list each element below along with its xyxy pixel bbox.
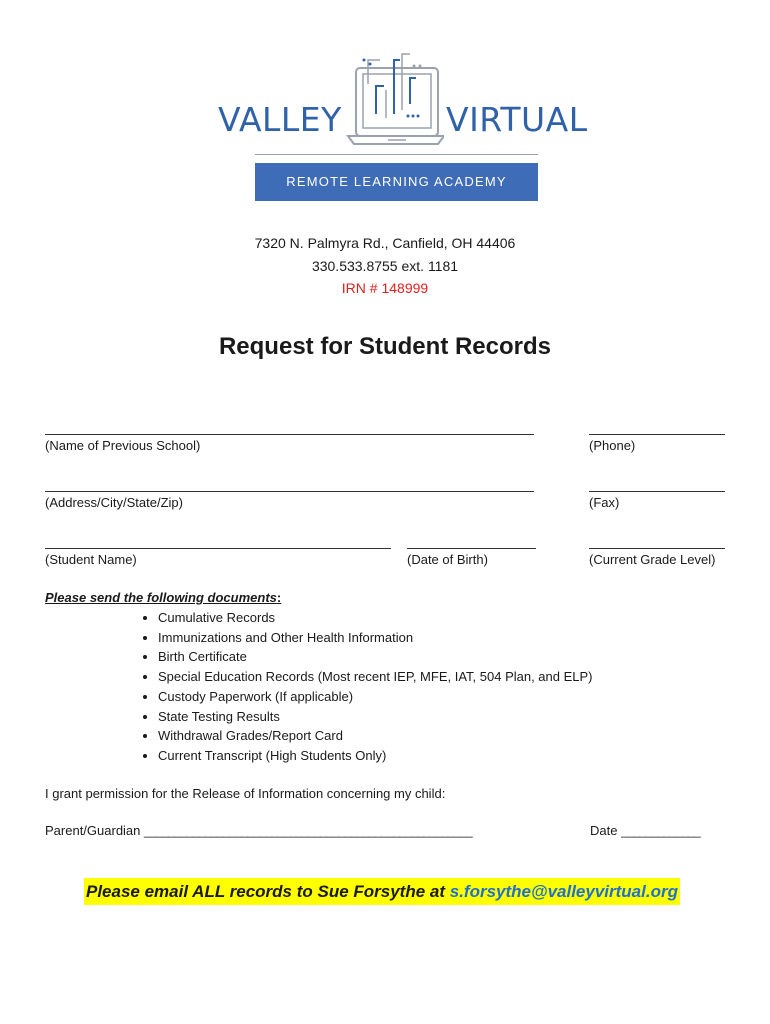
documents-heading-text: Please send the following documents — [45, 590, 277, 605]
fax-line[interactable] — [589, 491, 725, 492]
parent-label: Parent/Guardian — [45, 823, 141, 838]
email-prefix: Please email ALL records to Sue Forsythe at — [86, 882, 450, 901]
address-line[interactable] — [45, 491, 534, 492]
parent-signature-line[interactable]: ______________________________________________________ — [144, 824, 473, 838]
email-link[interactable]: s.forsythe@valleyvirtual.org — [449, 882, 678, 901]
email-instruction — [84, 878, 680, 905]
previous-school-line[interactable] — [45, 434, 534, 435]
logo-word-valley: VALLEY — [218, 100, 342, 139]
list-item: • Custody Paperwork (If applicable) — [158, 687, 593, 707]
date-row — [590, 823, 700, 838]
fax-caption: (Fax) — [589, 495, 620, 510]
phone-line[interactable] — [589, 434, 725, 435]
list-item: • Immunizations and Other Health Information — [158, 628, 593, 648]
page-title: Request for Student Records — [218, 333, 552, 360]
documents-heading-colon: : — [276, 590, 282, 605]
previous-school-caption: (Name of Previous School) — [45, 438, 201, 453]
documents-heading — [45, 590, 281, 605]
date-label: Date — [590, 823, 618, 838]
list-item: • Birth Certificate — [158, 647, 593, 667]
list-item: • Special Education Records (Most recent IEP, MFE, IAT, 504 Plan, and ELP) — [158, 667, 593, 687]
address-phone: 330.533.8755 ext. 1181 — [311, 258, 459, 274]
list-item: • Current Transcript (High Students Only) — [158, 746, 593, 766]
grade-line[interactable] — [589, 548, 725, 549]
list-item: • State Testing Results — [158, 707, 593, 727]
list-item: • Withdrawal Grades/Report Card — [158, 726, 593, 746]
grade-caption: (Current Grade Level) — [589, 552, 716, 567]
address-caption: (Address/City/State/Zip) — [45, 495, 183, 510]
logo-banner: REMOTE LEARNING ACADEMY — [255, 163, 538, 201]
permission-text: I grant permission for the Release of Information concerning my child: — [45, 786, 446, 801]
phone-caption: (Phone) — [589, 438, 636, 453]
documents-list — [110, 608, 593, 766]
student-name-caption: (Student Name) — [45, 552, 137, 567]
address-street: 7320 N. Palmyra Rd., Canfield, OH 44406 — [254, 235, 516, 251]
list-item: • Cumulative Records — [158, 608, 593, 628]
laptop-logo-icon — [340, 44, 444, 148]
dob-caption: (Date of Birth) — [407, 552, 488, 567]
student-name-line[interactable] — [45, 548, 391, 549]
date-line[interactable]: _____________ — [621, 824, 701, 838]
parent-signature-row — [45, 823, 472, 838]
irn-number: IRN # 148999 — [341, 280, 429, 296]
dob-line[interactable] — [407, 548, 536, 549]
logo-word-virtual: VIRTUAL — [446, 100, 588, 139]
logo-divider — [255, 154, 538, 155]
